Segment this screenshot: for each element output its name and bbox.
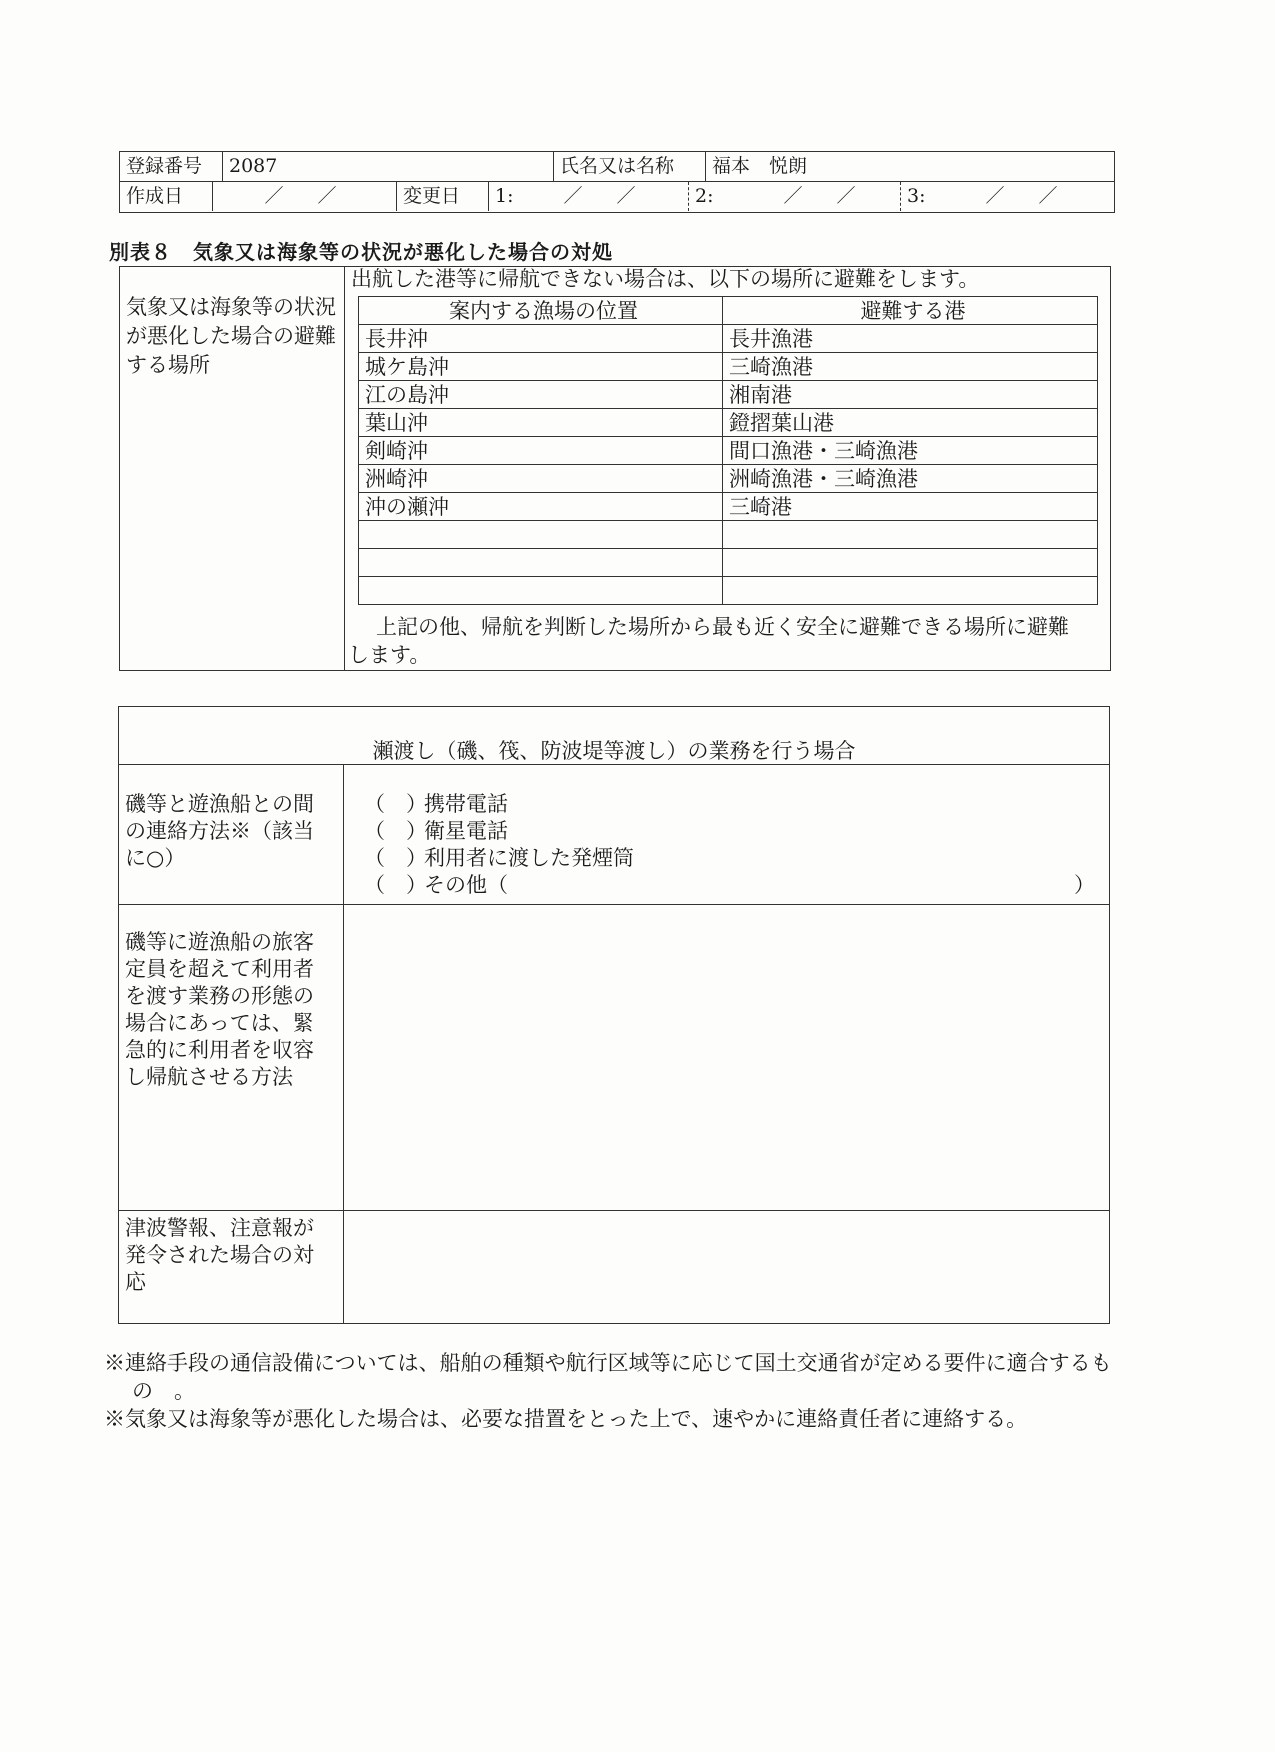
divider [119, 904, 1109, 905]
fishing-ground-cell: 洲崎沖 [359, 465, 723, 493]
fishing-ground-cell: 沖の瀬沖 [359, 493, 723, 521]
capacity-method-field[interactable] [345, 906, 1109, 1209]
changed-date-label: 変更日 [396, 182, 488, 211]
created-date-value: ／ ／ [212, 182, 396, 211]
table-row [359, 353, 1098, 381]
evacuation-table [119, 266, 1111, 671]
header-row-2 [120, 182, 1114, 211]
evacuation-place-label: 気象又は海象等の状況が悪化した場合の避難する場所 [126, 295, 336, 377]
shelter-port-header: 避難する港 [723, 297, 1098, 325]
section-title: 別表８ 気象又は海象等の状況が悪化した場合の対処 [109, 240, 613, 264]
fishing-ground-cell: 剣崎沖 [359, 437, 723, 465]
shelter-port-cell: 間口漁港・三崎漁港 [723, 437, 1098, 465]
option-checkbox[interactable]: （ ） [364, 792, 427, 816]
ferry-service-table [118, 706, 1110, 1324]
fishing-ground-cell [359, 549, 723, 577]
shelter-port-cell: 三崎漁港 [723, 353, 1098, 381]
shelter-port-cell: 長井漁港 [723, 325, 1098, 353]
fishing-ground-header: 案内する漁場の位置 [359, 297, 723, 325]
fishing-ground-cell: 長井沖 [359, 325, 723, 353]
option-satellite-phone: （ ）衛星電話 [364, 819, 508, 843]
table-row [359, 521, 1098, 549]
tsunami-response-label: 津波警報、注意報が発令された場合の対応 [125, 1216, 314, 1294]
footnote: ※連絡手段の通信設備については、船舶の種類や航行区域等に応じて国土交通省が定める要件に適合するもの 。 [104, 1351, 1112, 1403]
table-row [359, 437, 1098, 465]
shelter-port-cell: 三崎港 [723, 493, 1098, 521]
table-row [359, 465, 1098, 493]
registration-number-value: 2087 [222, 152, 553, 181]
shelter-port-cell: 洲崎漁港・三崎漁港 [723, 465, 1098, 493]
fishing-ground-cell [359, 577, 723, 605]
fishing-ground-cell: 城ケ島沖 [359, 353, 723, 381]
option-checkbox[interactable]: （ ） [364, 846, 427, 870]
footnote: ※気象又は海象等が悪化した場合は、必要な措置をとった上で、速やかに連絡責任者に連絡する。 [104, 1407, 1028, 1431]
option-smoke-signal: （ ）利用者に渡した発煙筒 [364, 846, 634, 870]
fishing-ground-cell [359, 521, 723, 549]
port-table [358, 296, 1098, 605]
shelter-port-cell: 湘南港 [723, 381, 1098, 409]
evacuation-note-text: 上記の他、帰航を判断した場所から最も近く安全に避難できる場所に避難します。 [348, 615, 1069, 667]
option-other: （ ）その他（ [364, 873, 508, 897]
shelter-port-cell [723, 521, 1098, 549]
option-mobile-phone: （ ）携帯電話 [364, 792, 508, 816]
option-other-close: ） [1074, 873, 1095, 897]
fishing-ground-cell: 江の島沖 [359, 381, 723, 409]
change-3: 3: ／ ／ [900, 182, 1114, 211]
shelter-port-cell [723, 549, 1098, 577]
table-row [359, 325, 1098, 353]
contact-method-label: 磯等と遊漁船との間の連絡方法※（該当に○） [125, 792, 314, 870]
evacuation-left-column [120, 267, 345, 670]
shelter-port-cell: 鐙摺葉山港 [723, 409, 1098, 437]
table-row [359, 409, 1098, 437]
header-row-1 [120, 152, 1114, 182]
fishing-ground-cell: 葉山沖 [359, 409, 723, 437]
table-row [359, 493, 1098, 521]
name-label: 氏名又は名称 [553, 152, 705, 181]
footnotes [104, 1349, 1134, 1433]
table-row [359, 381, 1098, 409]
divider [343, 764, 344, 1323]
change-2: 2: ／ ／ [688, 182, 900, 211]
ferry-table-title: 瀬渡し（磯、筏、防波堤等渡し）の業務を行う場合 [372, 739, 856, 763]
divider [119, 1210, 1109, 1211]
option-checkbox[interactable]: （ ） [364, 819, 427, 843]
tsunami-response-field[interactable] [345, 1212, 1109, 1323]
registration-number-label: 登録番号 [126, 155, 203, 177]
capacity-method-label: 磯等に遊漁船の旅客定員を超えて利用者を渡す業務の形態の場合にあっては、緊急的に利用者を収容し帰航させる方法 [125, 930, 314, 1089]
port-table-header-row [359, 297, 1098, 325]
change-1: 1: ／ ／ [488, 182, 688, 211]
header-info-grid [119, 151, 1115, 213]
divider [119, 764, 1109, 765]
shelter-port-cell [723, 577, 1098, 605]
table-row [359, 549, 1098, 577]
evacuation-intro-text: 出航した港等に帰航できない場合は、以下の場所に避難をします。 [351, 267, 980, 291]
option-checkbox[interactable]: （ ） [364, 873, 427, 897]
name-value: 福本 悦朗 [705, 152, 1114, 181]
created-date-label: 作成日 [126, 185, 184, 207]
table-row [359, 577, 1098, 605]
